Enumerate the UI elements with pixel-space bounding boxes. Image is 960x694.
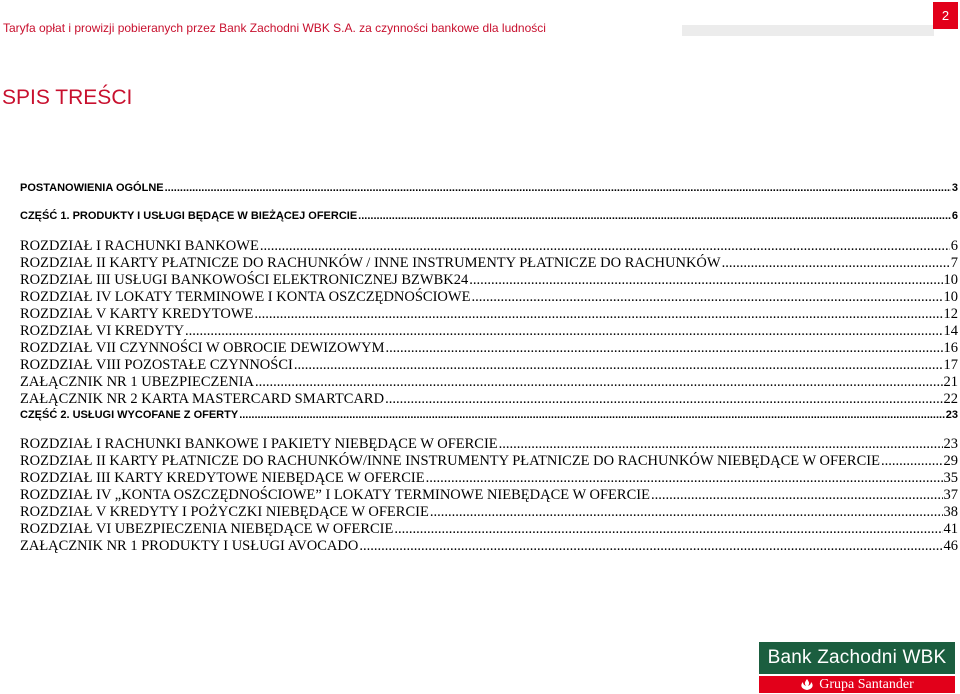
- toc-entry-label: ROZDZIAŁ I RACHUNKI BANKOWE: [20, 238, 259, 254]
- toc-entry-page: 3: [951, 182, 958, 194]
- toc-entry-page: 37: [943, 487, 958, 503]
- toc-entry-page: 23: [943, 436, 958, 452]
- toc-entry-label: ROZDZIAŁ II KARTY PŁATNICZE DO RACHUNKÓW / INNE INSTRUMENTY PŁATNICZE DO RACHUNKÓW: [20, 255, 721, 271]
- toc-entry-page: 6: [951, 210, 958, 222]
- toc-entry[interactable]: [20, 436, 958, 453]
- toc-leader-dots: [385, 340, 942, 357]
- toc-entry-page: 6: [950, 238, 958, 254]
- toc-entry[interactable]: [20, 538, 958, 555]
- toc-entry-label: CZĘŚĆ 2. USŁUGI WYCOFANE Z OFERTY: [20, 409, 239, 421]
- toc-leader-dots: [722, 255, 950, 272]
- toc-entry-page: 17: [943, 357, 958, 373]
- toc-entry-label: ZAŁĄCZNIK NR 1 PRODUKTY I USŁUGI AVOCADO: [20, 538, 359, 554]
- toc-entry[interactable]: [20, 255, 958, 272]
- toc-entry-page: 14: [943, 323, 958, 339]
- toc-entry-label: ZAŁĄCZNIK NR 2 KARTA MASTERCARD SMARTCARD: [20, 391, 385, 407]
- toc-entry-page: 38: [943, 504, 958, 520]
- toc-entry-label: ROZDZIAŁ V KREDYTY I POŻYCZKI NIEBĘDĄCE W OFERCIE: [20, 504, 429, 520]
- toc-leader-dots: [471, 289, 942, 306]
- toc-entry-label: ROZDZIAŁ VI KREDYTY: [20, 323, 185, 339]
- toc-leader-dots: [394, 521, 942, 538]
- toc-leader-dots: [358, 210, 951, 222]
- toc-entry[interactable]: [20, 210, 958, 222]
- header-bar: [682, 25, 934, 36]
- toc-leader-dots: [260, 238, 950, 255]
- toc-entry[interactable]: [20, 340, 958, 357]
- toc-entry-label: ROZDZIAŁ IV „KONTA OSZCZĘDNOŚCIOWE” I LOKATY TERMINOWE NIEBĘDĄCE W OFERCIE: [20, 487, 650, 503]
- toc-entry[interactable]: [20, 470, 958, 487]
- toc-entry-page: 29: [943, 453, 958, 469]
- toc-entry-label: POSTANOWIENIA OGÓLNE: [20, 182, 164, 194]
- toc-entry-label: ROZDZIAŁ IV LOKATY TERMINOWE I KONTA OSZCZĘDNOŚCIOWE: [20, 289, 471, 305]
- bank-name: Bank Zachodni WBK: [759, 642, 955, 674]
- toc-entry-label: ROZDZIAŁ V KARTY KREDYTOWE: [20, 306, 254, 322]
- toc-entry-label: ZAŁĄCZNIK NR 1 UBEZPIECZENIA: [20, 374, 254, 390]
- toc-entry[interactable]: [20, 453, 958, 470]
- toc-leader-dots: [881, 453, 943, 470]
- toc-entry-page: 46: [943, 538, 958, 554]
- toc-entry-label: ROZDZIAŁ I RACHUNKI BANKOWE I PAKIETY NIEBĘDĄCE W OFERCIE: [20, 436, 498, 452]
- document-header: Taryfa opłat i prowizji pobieranych przez Bank Zachodni WBK S.A. za czynności bankowe dla ludności: [3, 21, 546, 35]
- toc-entry-page: 41: [943, 521, 958, 537]
- toc-leader-dots: [469, 272, 942, 289]
- toc-leader-dots: [254, 306, 942, 323]
- toc-leader-dots: [359, 538, 942, 555]
- toc-entry[interactable]: [20, 487, 958, 504]
- toc-entry[interactable]: [20, 289, 958, 306]
- toc-entry[interactable]: [20, 323, 958, 340]
- toc-leader-dots: [499, 436, 943, 453]
- toc-leader-dots: [185, 323, 942, 340]
- toc-entry-page: 23: [945, 409, 958, 421]
- toc-entry-label: ROZDZIAŁ III KARTY KREDYTOWE NIEBĘDĄCE W OFERCIE: [20, 470, 425, 486]
- toc-entry[interactable]: [20, 272, 958, 289]
- toc-entry-page: 35: [943, 470, 958, 486]
- toc-entry-page: 21: [943, 374, 958, 390]
- toc-leader-dots: [426, 470, 943, 487]
- toc-entry[interactable]: [20, 409, 958, 421]
- toc-entry[interactable]: [20, 306, 958, 323]
- toc-entry-page: 10: [943, 289, 958, 305]
- toc-entry-page: 7: [950, 255, 958, 271]
- toc-entry-page: 16: [943, 340, 958, 356]
- toc-entry[interactable]: [20, 182, 958, 194]
- toc-leader-dots: [651, 487, 943, 504]
- toc-entry-label: ROZDZIAŁ VIII POZOSTAŁE CZYNNOŚCI: [20, 357, 293, 373]
- toc-leader-dots: [385, 391, 942, 408]
- toc-leader-dots: [239, 409, 945, 421]
- toc-entry[interactable]: [20, 357, 958, 374]
- toc-leader-dots: [294, 357, 943, 374]
- toc-title: SPIS TREŚCI: [2, 86, 133, 109]
- group-bar: [759, 676, 955, 693]
- toc-entry-page: 10: [943, 272, 958, 288]
- group-name: Grupa Santander: [819, 677, 914, 692]
- toc-entry[interactable]: [20, 374, 958, 391]
- toc-entry[interactable]: [20, 238, 958, 255]
- toc-entry-label: CZĘŚĆ 1. PRODUKTY I USŁUGI BĘDĄCE W BIEŻĄCEJ OFERCIE: [20, 210, 358, 222]
- toc-leader-dots: [165, 182, 951, 194]
- bank-logo: [759, 642, 955, 692]
- santander-flame-icon: [800, 679, 814, 691]
- toc-entry-label: ROZDZIAŁ II KARTY PŁATNICZE DO RACHUNKÓW/INNE INSTRUMENTY PŁATNICZE DO RACHUNKÓW NIEBĘDĄCE W OFERCIE: [20, 453, 880, 469]
- toc-entry-label: ROZDZIAŁ VI UBEZPIECZENIA NIEBĘDĄCE W OFERCIE: [20, 521, 394, 537]
- toc-leader-dots: [255, 374, 943, 391]
- toc-entry-page: 12: [943, 306, 958, 322]
- toc-entry[interactable]: [20, 521, 958, 538]
- toc-entry-label: ROZDZIAŁ III USŁUGI BANKOWOŚCI ELEKTRONICZNEJ BZWBK24: [20, 272, 469, 288]
- toc-entry-label: ROZDZIAŁ VII CZYNNOŚCI W OBROCIE DEWIZOWYM: [20, 340, 385, 356]
- toc-entry[interactable]: [20, 504, 958, 521]
- toc-entry[interactable]: [20, 391, 958, 408]
- toc-entry-page: 22: [943, 391, 958, 407]
- toc-leader-dots: [430, 504, 943, 521]
- page-number-badge: 2: [933, 2, 958, 29]
